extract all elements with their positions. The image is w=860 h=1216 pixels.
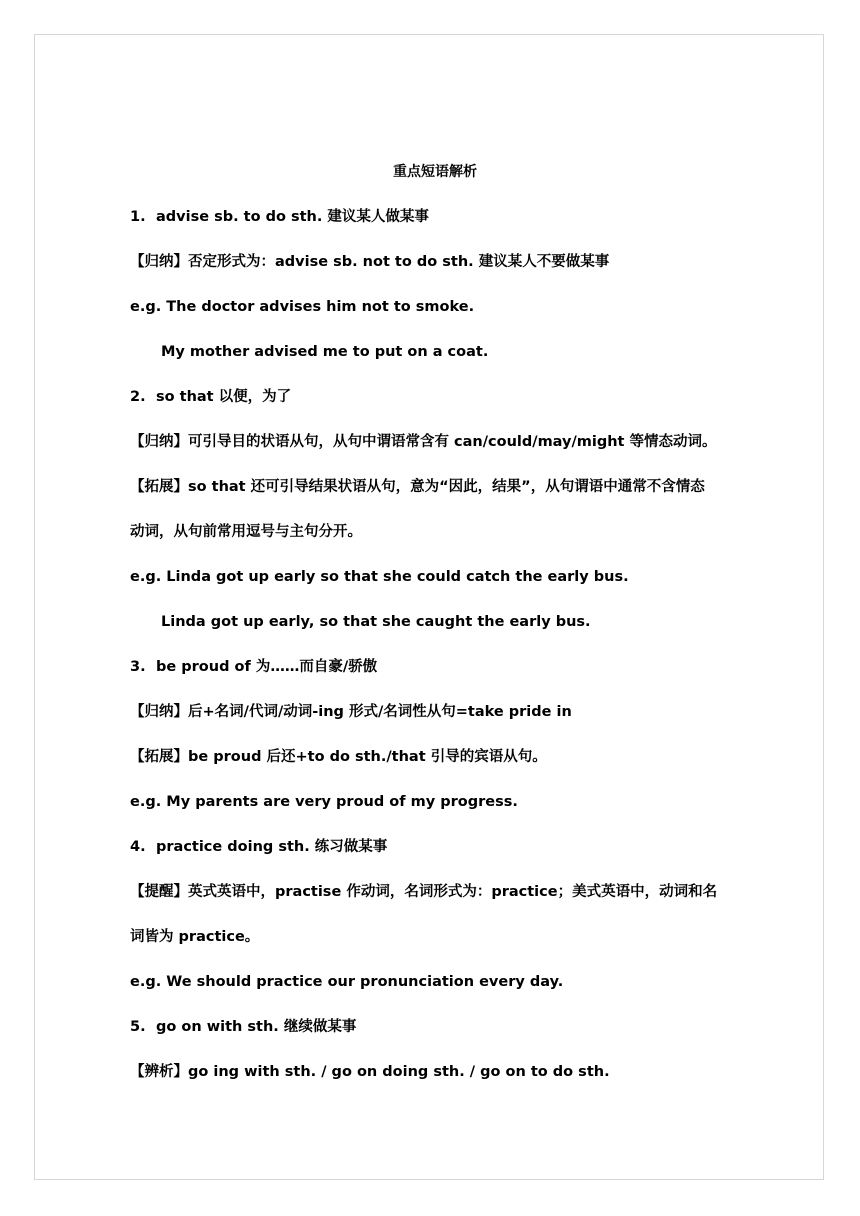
phrase-heading-4 <box>130 835 740 859</box>
phrase-heading-1 <box>130 205 740 229</box>
note-line: 【归纳】后+名词/代词/动词-ing 形式/名词性从句=take pride in <box>130 704 572 720</box>
phrase-heading-2 <box>130 385 740 409</box>
heading-text: be proud of 为……而自豪/骄傲 <box>156 659 378 675</box>
example-line: e.g. The doctor advises him not to smoke. <box>130 299 475 315</box>
note-line: 【归纳】可引导目的状语从句，从句中谓语常含有 can/could/may/might 等情态动词。 <box>130 434 717 450</box>
item-number: 5. <box>130 1019 146 1035</box>
note-line: 【拓展】be proud 后还+to do sth./that 引导的宾语从句。 <box>130 749 547 765</box>
note-line: 【归纳】否定形式为：advise sb. not to do sth. 建议某人不要做某事 <box>130 254 610 270</box>
page-title: 重点短语解析 <box>393 164 477 180</box>
note-line: 【拓展】so that 还可引导结果状语从句，意为“因此，结果”，从句谓语中通常不含情态 <box>130 479 705 495</box>
document-body <box>130 160 740 1105</box>
item-number: 3. <box>130 659 146 675</box>
example-line: e.g. My parents are very proud of my progress. <box>130 794 518 810</box>
example-line: e.g. Linda got up early so that she could catch the early bus. <box>130 569 629 585</box>
example-line: My mother advised me to put on a coat. <box>161 344 489 360</box>
note-line: 动词，从句前常用逗号与主句分开。 <box>130 524 362 540</box>
item-number: 1. <box>130 209 146 225</box>
heading-text: go on with sth. 继续做某事 <box>156 1019 357 1035</box>
note-line: 词皆为 practice。 <box>130 929 260 945</box>
heading-text: advise sb. to do sth. 建议某人做某事 <box>156 209 429 225</box>
item-number: 2. <box>130 389 146 405</box>
note-line: 【辨析】go ing with sth. / go on doing sth. / go on to do sth. <box>130 1064 610 1080</box>
example-line: Linda got up early, so that she caught the early bus. <box>161 614 591 630</box>
heading-text: practice doing sth. 练习做某事 <box>156 839 388 855</box>
example-line: e.g. We should practice our pronunciation every day. <box>130 974 564 990</box>
phrase-heading-3 <box>130 655 740 679</box>
phrase-heading-5 <box>130 1015 740 1039</box>
note-line: 【提醒】英式英语中，practise 作动词，名词形式为：practice；美式英语中，动词和名 <box>130 884 718 900</box>
heading-text: so that 以便，为了 <box>156 389 292 405</box>
item-number: 4. <box>130 839 146 855</box>
